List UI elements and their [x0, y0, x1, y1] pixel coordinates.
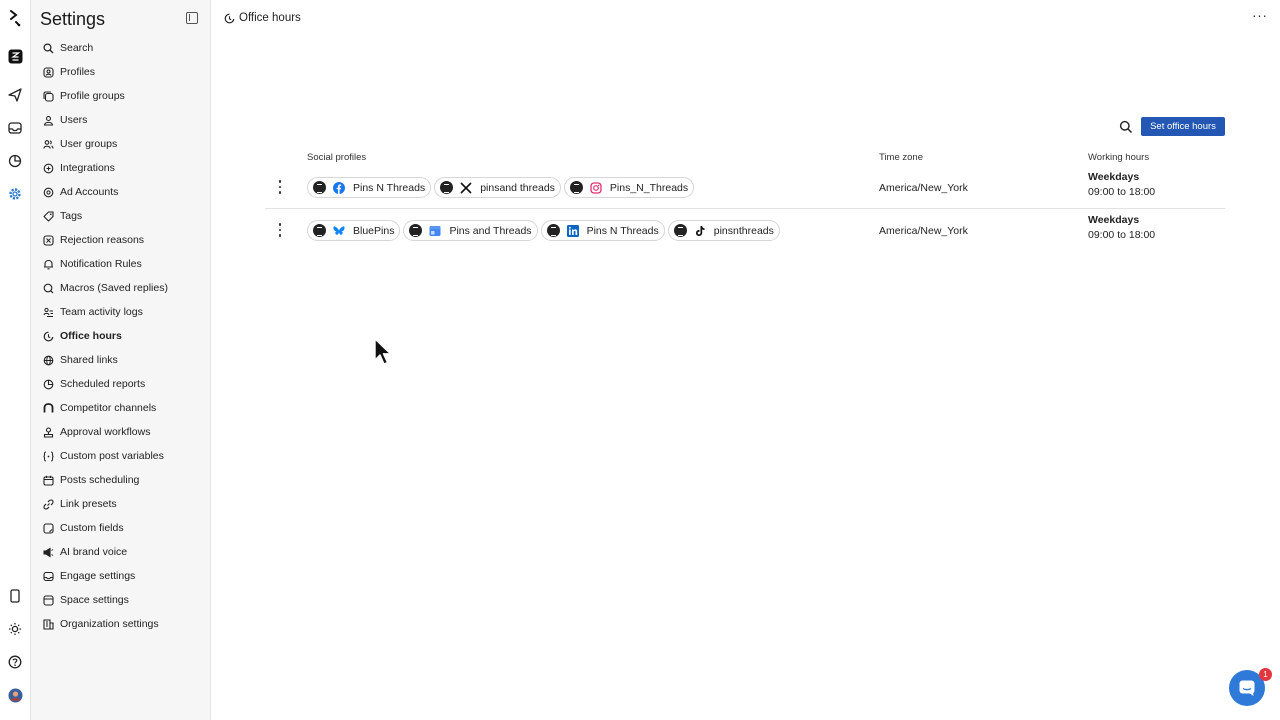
- custom-fields-icon: [43, 523, 54, 534]
- working-time-range: 09:00 to 18:00: [1088, 229, 1156, 241]
- sidebar-item-ai-brand-voice[interactable]: [31, 540, 211, 564]
- sidebar-item-approval-workflows[interactable]: [31, 420, 211, 444]
- sidebar-item-users[interactable]: [31, 108, 211, 132]
- column-header-time-zone: Time zone: [879, 152, 923, 163]
- bluesky-icon: [333, 225, 345, 237]
- sidebar-title: Settings: [40, 9, 106, 29]
- sidebar-item-ad-accounts[interactable]: [31, 180, 211, 204]
- macros-icon: [43, 283, 54, 294]
- settings-nav: [31, 36, 211, 636]
- profile-chip[interactable]: [403, 220, 537, 241]
- link-icon: [43, 499, 54, 510]
- time-zone-value: America/New_York: [879, 225, 968, 237]
- sidebar-item-office-hours[interactable]: [31, 324, 211, 348]
- publish-icon[interactable]: [7, 87, 23, 103]
- mobile-icon[interactable]: [7, 588, 23, 604]
- sidebar-item-label: AI brand voice: [60, 546, 128, 558]
- sidebar-item-shared-links[interactable]: [31, 348, 211, 372]
- sidebar-item-integrations[interactable]: [31, 156, 211, 180]
- search-icon: [43, 43, 54, 54]
- sidebar-item-label: Office hours: [60, 330, 122, 342]
- user-avatar[interactable]: [7, 687, 23, 703]
- x-icon: [460, 182, 472, 194]
- set-office-hours-button[interactable]: Set office hours: [1141, 117, 1225, 136]
- activity-icon: [43, 307, 54, 318]
- clock-icon: [224, 13, 235, 24]
- sidebar-item-label: Custom fields: [60, 522, 124, 534]
- page-title: Office hours: [239, 12, 301, 24]
- column-header-social-profiles: Social profiles: [307, 152, 367, 163]
- tiktok-icon: [694, 225, 706, 237]
- sidebar-item-label: Search: [60, 42, 94, 54]
- profile-chip[interactable]: [564, 177, 694, 198]
- working-days: Weekdays: [1088, 171, 1140, 183]
- main-content: [211, 0, 1280, 720]
- row-actions-icon[interactable]: [278, 180, 282, 194]
- ad-accounts-icon: [43, 187, 54, 198]
- sidebar-item-label: Macros (Saved replies): [60, 282, 168, 294]
- approval-icon: [43, 427, 54, 438]
- inbox-rail-icon[interactable]: [7, 120, 23, 136]
- app-rail: [0, 0, 31, 720]
- building-icon: [43, 619, 54, 630]
- clock-icon: [43, 331, 54, 342]
- working-days: Weekdays: [1088, 214, 1140, 226]
- rejection-icon: [43, 235, 54, 246]
- profile-name: Pins N Threads: [353, 181, 426, 194]
- collapse-sidebar-icon[interactable]: [186, 12, 198, 24]
- sidebar-item-tags[interactable]: [31, 204, 211, 228]
- sidebar-item-custom-fields[interactable]: [31, 516, 211, 540]
- profile-name: Pins N Threads: [586, 224, 659, 237]
- profile-avatar: [313, 181, 326, 194]
- working-time-range: 09:00 to 18:00: [1088, 186, 1156, 198]
- google-business-icon: [429, 225, 441, 237]
- facebook-icon: [333, 182, 345, 194]
- profiles-icon: [43, 67, 54, 78]
- profile-avatar: [313, 224, 326, 237]
- sidebar-item-user-groups[interactable]: [31, 132, 211, 156]
- space-icon: [43, 595, 54, 606]
- table-row[interactable]: [265, 167, 1225, 209]
- profile-avatar: [570, 181, 583, 194]
- sidebar-item-label: Scheduled reports: [60, 378, 146, 390]
- sidebar-item-link-presets[interactable]: [31, 492, 211, 516]
- time-zone-value: America/New_York: [879, 182, 968, 194]
- logo-icon[interactable]: [7, 10, 23, 26]
- calendar-icon: [43, 475, 54, 486]
- settings-sidebar: [31, 0, 211, 720]
- table-search-button[interactable]: [1119, 120, 1133, 134]
- bell-icon: [43, 259, 54, 270]
- notification-badge: 1: [1259, 668, 1272, 681]
- profile-chip[interactable]: [668, 220, 780, 241]
- user-groups-icon: [43, 139, 54, 150]
- sidebar-item-label: Ad Accounts: [60, 186, 119, 198]
- profile-chips: [307, 177, 697, 198]
- sidebar-item-label: User groups: [60, 138, 118, 150]
- sidebar-item-posts-scheduling[interactable]: [31, 468, 211, 492]
- sidebar-item-label: Custom post variables: [60, 450, 164, 462]
- sidebar-item-rejection-reasons[interactable]: [31, 228, 211, 252]
- variables-icon: [43, 451, 54, 462]
- sidebar-item-engage-settings[interactable]: [31, 564, 211, 588]
- sidebar-item-space-settings[interactable]: [31, 588, 211, 612]
- sidebar-item-team-activity-logs[interactable]: [31, 300, 211, 324]
- profile-name: pinsand threads: [480, 181, 555, 194]
- mouse-cursor-icon: [374, 338, 394, 368]
- sidebar-item-label: Competitor channels: [60, 402, 157, 414]
- sidebar-item-custom-post-variables[interactable]: [31, 444, 211, 468]
- sidebar-item-competitor-channels[interactable]: [31, 396, 211, 420]
- profile-name: BluePins: [353, 224, 395, 237]
- sidebar-item-profile-groups[interactable]: [31, 84, 211, 108]
- profile-groups-icon: [43, 91, 54, 102]
- user-icon: [43, 115, 54, 126]
- sidebar-item-label: Link presets: [60, 498, 117, 510]
- integrations-icon: [43, 163, 54, 174]
- sidebar-item-label: Integrations: [60, 162, 115, 174]
- search-icon: [1119, 120, 1133, 134]
- help-icon[interactable]: [7, 654, 23, 670]
- sidebar-item-macros[interactable]: [31, 276, 211, 300]
- profile-name: Pins_N_Threads: [609, 181, 689, 194]
- reports-icon: [43, 379, 54, 390]
- globe-icon: [43, 355, 54, 366]
- row-actions-icon[interactable]: [278, 223, 282, 237]
- column-header-working-hours: Working hours: [1088, 152, 1150, 163]
- profile-chip[interactable]: [307, 220, 400, 241]
- sidebar-item-search[interactable]: [31, 36, 211, 60]
- sidebar-item-label: Tags: [60, 210, 83, 222]
- workspace-icon[interactable]: [7, 48, 23, 64]
- sidebar-item-label: Approval workflows: [60, 426, 151, 438]
- chat-icon: [1238, 679, 1256, 697]
- profile-avatar: [547, 224, 560, 237]
- theme-sun-icon[interactable]: [7, 621, 23, 637]
- sidebar-item-label: Shared links: [60, 354, 118, 366]
- analytics-icon[interactable]: [7, 153, 23, 169]
- instagram-icon: [590, 182, 602, 194]
- sidebar-item-scheduled-reports[interactable]: [31, 372, 211, 396]
- sidebar-item-label: Posts scheduling: [60, 474, 140, 486]
- profile-chip[interactable]: [541, 220, 665, 241]
- megaphone-icon: [43, 547, 54, 558]
- inbox-icon: [43, 571, 54, 582]
- competitor-icon: [43, 403, 54, 414]
- profile-avatar: [440, 181, 453, 194]
- table-row[interactable]: [265, 210, 1225, 252]
- tag-icon: [43, 211, 54, 222]
- sidebar-item-label: Organization settings: [60, 618, 159, 630]
- sidebar-item-label: Rejection reasons: [60, 234, 145, 246]
- working-hours-value: [1088, 170, 1155, 200]
- more-options-button[interactable]: ···: [1252, 7, 1268, 23]
- sidebar-item-label: Profiles: [60, 66, 96, 78]
- sidebar-item-notification-rules[interactable]: [31, 252, 211, 276]
- profile-avatar: [674, 224, 687, 237]
- profile-chip[interactable]: [434, 177, 561, 198]
- linkedin-icon: [567, 225, 579, 237]
- settings-gear-icon[interactable]: [7, 186, 23, 202]
- sidebar-item-label: Engage settings: [60, 570, 136, 582]
- profile-name: pinsnthreads: [713, 224, 774, 237]
- sidebar-item-label: Profile groups: [60, 90, 125, 102]
- sidebar-item-label: Space settings: [60, 594, 129, 606]
- sidebar-item-label: Users: [60, 114, 88, 126]
- profile-chips: [307, 220, 783, 241]
- profile-name: Pins and Threads: [449, 224, 532, 237]
- sidebar-item-organization-settings[interactable]: [31, 612, 211, 636]
- sidebar-item-profiles[interactable]: [31, 60, 211, 84]
- profile-avatar: [409, 224, 422, 237]
- working-hours-value: [1088, 213, 1155, 243]
- sidebar-item-label: Notification Rules: [60, 258, 142, 270]
- page-header: [224, 12, 301, 24]
- profile-chip[interactable]: [307, 177, 431, 198]
- sidebar-item-label: Team activity logs: [60, 306, 143, 318]
